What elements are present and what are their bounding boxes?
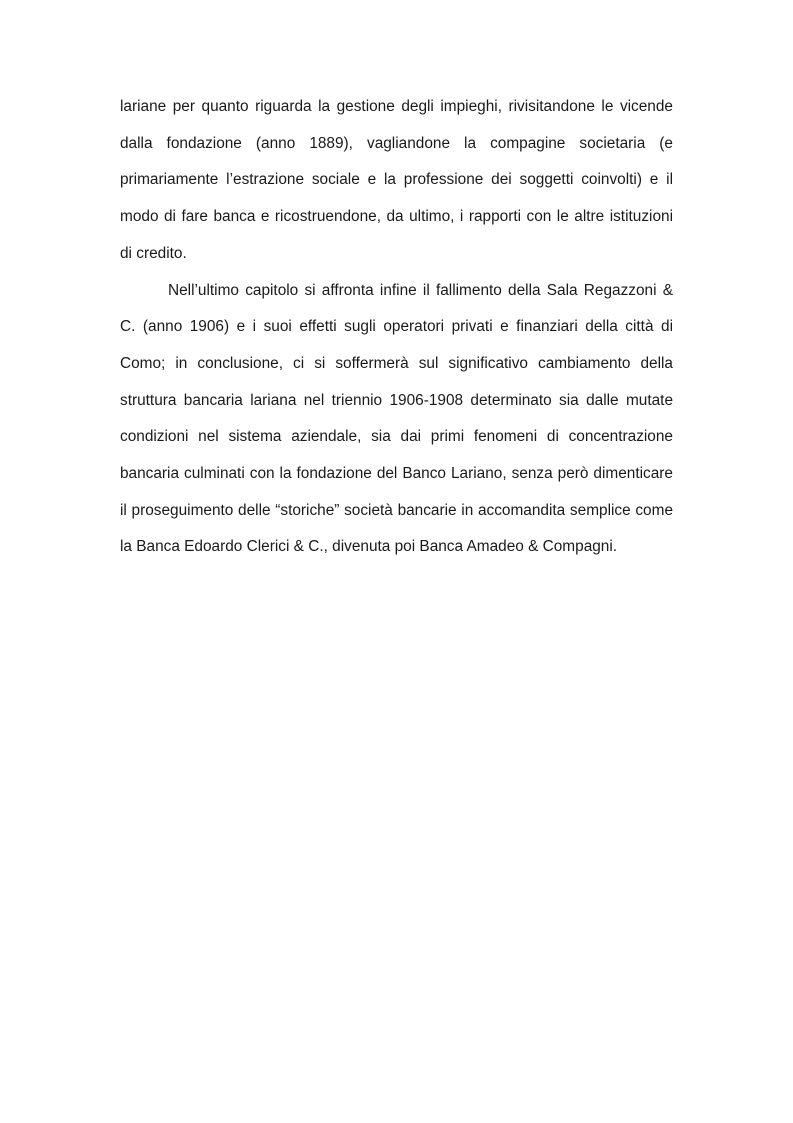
paragraph-continuation: lariane per quanto riguarda la gestione degli impieghi, rivisitandone le vicende dalla fondazione (anno 1889), vagliandone la compagine societaria (e primariamente l’estrazione sociale e la professione dei soggetti coinvolti) e il modo di fare banca e ricostruendone, da ultimo, i rapporti con le altre istituzioni di credito.	[120, 98, 673, 262]
paragraph-last-chapter: Nell’ultimo capitolo si affronta infine il fallimento della Sala Regazzoni & C. (anno 1906) e i suoi effetti sugli operatori privati e finanziari della città di Como; in conclusione, ci si soffermerà sul significativo cambiamento della struttura bancaria lariana nel triennio 1906-1908 determinato sia dalle mutate condizioni nel sistema aziendale, sia dai primi fenomeni di concentrazione bancaria culminati con la fondazione del Banco Lariano, senza però dimenticare il proseguimento delle “storiche” società bancarie in accomandita semplice come la Banca Edoardo Clerici & C., divenuta poi Banca Amadeo & Compagni.	[120, 281, 673, 556]
body-text	[120, 89, 673, 566]
